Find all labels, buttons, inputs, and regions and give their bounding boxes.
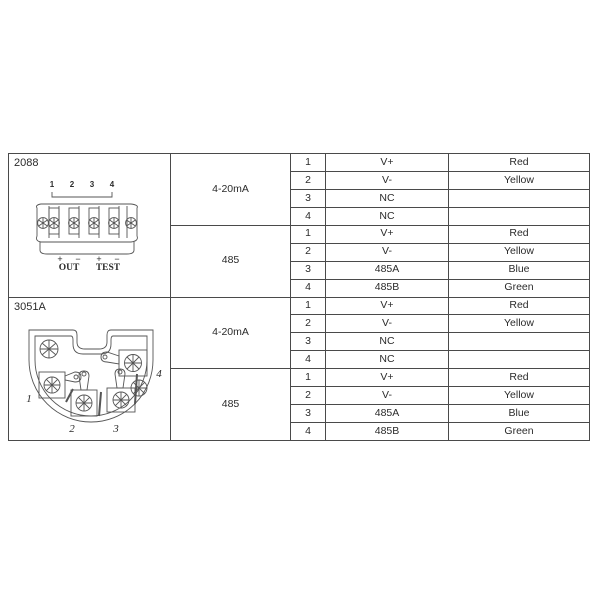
wire-color-cell: Yellow xyxy=(449,243,590,261)
function-cell: V+ xyxy=(326,154,449,172)
terminal-board-3051a-icon xyxy=(15,316,167,438)
wire-color-cell: Blue xyxy=(449,261,590,279)
table-row xyxy=(9,154,590,172)
svg-text:+: + xyxy=(57,254,63,264)
function-cell: V+ xyxy=(326,369,449,387)
function-cell: V+ xyxy=(326,297,449,315)
pin-cell: 3 xyxy=(291,189,326,207)
pin-cell: 4 xyxy=(291,423,326,441)
svg-text:2: 2 xyxy=(69,180,75,189)
svg-text:OUT: OUT xyxy=(58,263,80,270)
signal-type-cell: 4-20mA xyxy=(171,154,291,226)
pin-cell: 4 xyxy=(291,207,326,225)
terminal-block-2088-icon xyxy=(27,178,159,270)
function-cell: 485A xyxy=(326,261,449,279)
function-cell: V+ xyxy=(326,225,449,243)
wire-color-cell xyxy=(449,207,590,225)
function-cell: NC xyxy=(326,351,449,369)
pin-cell: 2 xyxy=(291,315,326,333)
function-cell: 485B xyxy=(326,423,449,441)
pin-cell: 1 xyxy=(291,297,326,315)
signal-type-cell: 485 xyxy=(171,225,291,297)
terminal-block-2088-diagram xyxy=(9,154,171,297)
model-label: 2088 xyxy=(14,157,39,169)
svg-text:4: 4 xyxy=(156,367,162,380)
pin-cell: 1 xyxy=(291,225,326,243)
function-cell: 485B xyxy=(326,279,449,297)
function-cell: NC xyxy=(326,333,449,351)
terminal-board-3051a-diagram xyxy=(9,298,171,441)
wire-color-cell: Red xyxy=(449,225,590,243)
function-cell: NC xyxy=(326,207,449,225)
pin-cell: 4 xyxy=(291,279,326,297)
svg-text:3: 3 xyxy=(113,422,119,435)
svg-text:1: 1 xyxy=(49,180,55,189)
table-row xyxy=(9,297,590,315)
svg-text:TEST: TEST xyxy=(95,263,121,270)
wire-color-cell xyxy=(449,351,590,369)
wire-color-cell: Yellow xyxy=(449,171,590,189)
pin-cell: 1 xyxy=(291,154,326,172)
pin-cell: 4 xyxy=(291,351,326,369)
model-label: 3051A xyxy=(14,300,46,313)
function-cell: V- xyxy=(326,171,449,189)
wire-color-cell: Green xyxy=(449,423,590,441)
wire-color-cell: Blue xyxy=(449,405,590,423)
wire-color-cell: Red xyxy=(449,369,590,387)
pin-cell: 3 xyxy=(291,405,326,423)
svg-text:+: + xyxy=(96,254,102,264)
function-cell: 485A xyxy=(326,405,449,423)
function-cell: V- xyxy=(326,387,449,405)
wire-color-cell: Red xyxy=(449,297,590,315)
svg-text:1: 1 xyxy=(26,392,32,405)
wire-color-cell: Yellow xyxy=(449,315,590,333)
pin-cell: 2 xyxy=(291,171,326,189)
wire-color-cell: Red xyxy=(449,154,590,172)
function-cell: NC xyxy=(326,189,449,207)
svg-text:−: − xyxy=(75,254,81,264)
function-cell: V- xyxy=(326,315,449,333)
model-cell-2088 xyxy=(9,154,171,298)
pin-cell: 3 xyxy=(291,261,326,279)
model-cell-3051a xyxy=(9,297,171,441)
svg-text:2: 2 xyxy=(69,422,75,435)
wire-color-cell xyxy=(449,189,590,207)
signal-type-cell: 485 xyxy=(171,369,291,441)
wire-color-cell: Green xyxy=(449,279,590,297)
wire-color-cell: Yellow xyxy=(449,387,590,405)
svg-text:−: − xyxy=(114,254,120,264)
svg-text:4: 4 xyxy=(109,180,115,189)
wiring-table xyxy=(8,153,590,441)
pin-cell: 3 xyxy=(291,333,326,351)
pin-cell: 1 xyxy=(291,369,326,387)
svg-text:3: 3 xyxy=(89,180,95,189)
wiring-table-body xyxy=(9,154,590,441)
pin-cell: 2 xyxy=(291,387,326,405)
function-cell: V- xyxy=(326,243,449,261)
wire-color-cell xyxy=(449,333,590,351)
pin-cell: 2 xyxy=(291,243,326,261)
signal-type-cell: 4-20mA xyxy=(171,297,291,369)
